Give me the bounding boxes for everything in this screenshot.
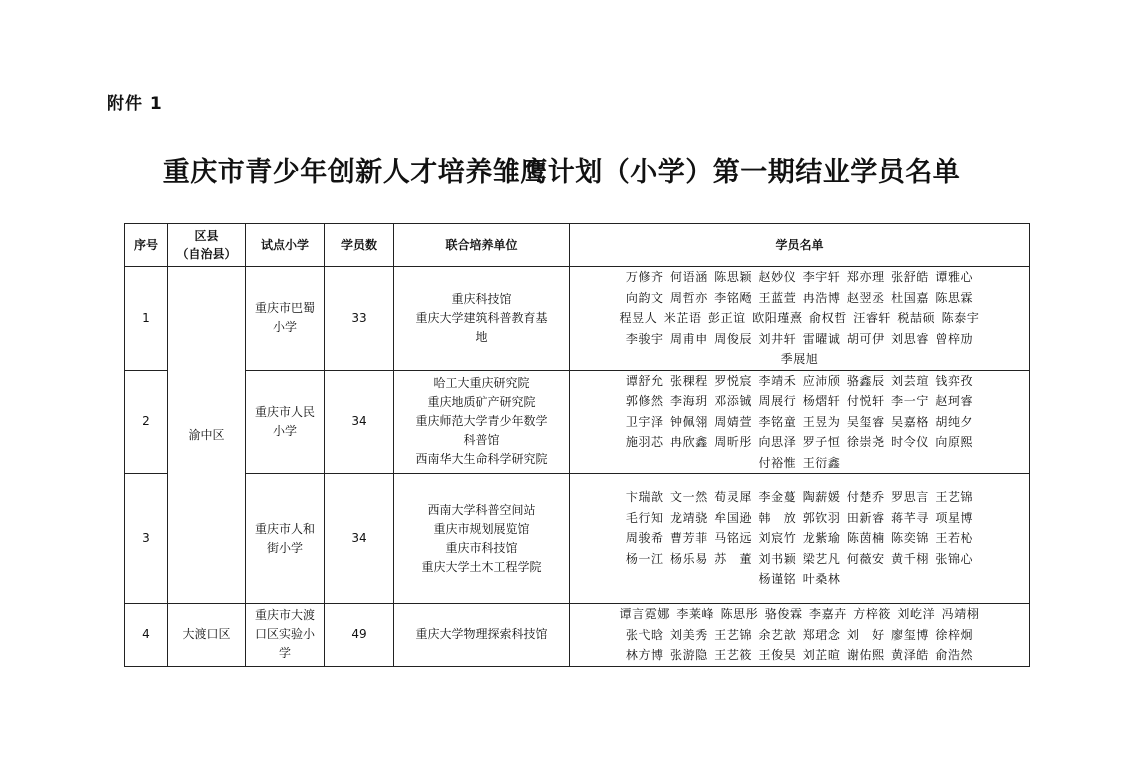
header-no: 序号 (125, 224, 168, 267)
names-line: 张弋晗 刘美秀 王艺锦 余艺歆 郑珺念 刘 好 廖玺博 徐梓炯 (625, 627, 974, 642)
unit-line: 科普馆 (463, 433, 500, 448)
names-line: 林方博 张游隐 王艺筱 王俊昊 刘芷暄 谢佑熙 黄泽皓 俞浩然 (625, 648, 974, 662)
unit-line: 重庆大学物理探索科技馆 (415, 627, 548, 642)
header-district-line2: （自治县） (176, 247, 237, 261)
names-line: 卞瑞歆 文一然 荀灵犀 李金蔓 陶薪媛 付楚乔 罗思言 王艺锦 (625, 490, 974, 505)
row-no: 4 (125, 604, 168, 667)
row-names (570, 370, 1030, 474)
row-district: 渝中区 (168, 267, 246, 604)
names-line: 杨谨铭 叶桑林 (758, 572, 841, 587)
names-line: 李骏宇 周甫申 周俊辰 刘井轩 雷曜诚 胡可伊 刘思睿 曾梓劢 (625, 331, 974, 346)
unit-line: 重庆大学土木工程学院 (421, 559, 542, 574)
unit-line: 重庆科技馆 (451, 291, 512, 306)
unit-line: 西南大学科普空间站 (427, 502, 536, 517)
header-district (168, 224, 246, 267)
names-line: 杨一江 杨乐易 苏 董 刘书颖 梁艺凡 何薇安 黄千栩 张锦心 (625, 551, 974, 566)
table-row (125, 370, 1030, 474)
school-line: 小学 (272, 423, 297, 438)
row-units (394, 474, 570, 604)
school-line: 学 (278, 646, 291, 661)
header-count: 学员数 (325, 224, 394, 267)
names-line: 向韵文 周哲亦 李铭飏 王蓝萱 冉浩博 赵翌丞 杜国嘉 陈思霖 (625, 290, 974, 305)
row-count: 34 (325, 474, 394, 604)
school-line: 重庆市大渡 (254, 608, 315, 623)
names-line: 万修齐 何语涵 陈思颖 赵妙仪 李宇轩 郑亦理 张舒皓 谭雅心 (625, 270, 974, 284)
row-school (246, 267, 325, 371)
school-line: 口区实验小 (254, 627, 315, 642)
unit-line: 重庆市规划展览馆 (433, 521, 530, 536)
row-school (246, 604, 325, 667)
unit-line: 地 (475, 329, 488, 344)
school-line: 街小学 (266, 540, 303, 555)
row-units (394, 604, 570, 667)
names-line: 郭修然 李海玥 邓添铖 周展行 杨熠轩 付悦轩 李一宁 赵珂睿 (625, 394, 974, 408)
row-names (570, 474, 1030, 604)
header-units: 联合培养单位 (394, 224, 570, 267)
names-line: 毛行知 龙靖骁 牟国逊 韩 放 郭钦羽 田新睿 蒋芊寻 项星博 (625, 510, 974, 525)
annex-label: 附件 1 (107, 94, 163, 114)
names-line: 周骏希 曹芳菲 马铭远 刘宸竹 龙紫瑜 陈茵楠 陈奕锦 王若杺 (625, 531, 974, 546)
names-line: 付裕惟 王衍鑫 (758, 455, 841, 470)
row-school (246, 474, 325, 604)
header-district-line1: 区县 (194, 229, 219, 243)
names-line: 季展旭 (780, 352, 819, 366)
unit-line: 重庆地质矿产研究院 (427, 395, 536, 410)
document-title: 重庆市青少年创新人才培养雏鹰计划（小学）第一期结业学员名单 (162, 157, 961, 188)
names-line: 谭言霓娜 李莱峰 陈思彤 骆俊霖 李嘉卉 方梓筱 刘屹洋 冯靖栩 (619, 607, 980, 621)
school-line: 重庆市人和 (254, 521, 315, 536)
school-line: 重庆市人民 (254, 404, 315, 419)
row-count: 49 (325, 604, 394, 667)
row-no: 2 (125, 370, 168, 474)
unit-line: 重庆市科技馆 (445, 540, 518, 555)
names-line: 卫宇泽 钟佩翎 周婧萱 李铭童 王昱为 吴玺睿 吴嘉格 胡纯夕 (625, 414, 974, 429)
graduate-list-table (124, 223, 1030, 667)
row-names (570, 604, 1030, 667)
table-row (125, 474, 1030, 604)
row-units (394, 267, 570, 371)
header-names: 学员名单 (570, 224, 1030, 267)
names-line: 程昱人 米芷语 彭正谊 欧阳瑾熹 俞权哲 汪睿轩 税喆硕 陈泰宇 (619, 311, 980, 325)
school-line: 重庆市巴蜀 (254, 301, 315, 316)
row-district: 大渡口区 (168, 604, 246, 667)
row-count: 33 (325, 267, 394, 371)
table-header-row (125, 224, 1030, 267)
row-names (570, 267, 1030, 371)
row-no: 1 (125, 267, 168, 371)
names-line: 谭舒允 张稞程 罗悦宸 李靖禾 应沛颀 骆鑫辰 刘芸瑄 钱弈孜 (625, 373, 974, 388)
school-line: 小学 (272, 320, 297, 335)
names-line: 施羽芯 冉欣鑫 周昕彤 向思泽 罗子恒 徐崇尧 时令仪 向原熙 (625, 435, 974, 449)
unit-line: 西南华大生命科学研究院 (415, 452, 548, 467)
unit-line: 重庆大学建筑科普教育基 (415, 310, 548, 325)
row-count: 34 (325, 370, 394, 474)
unit-line: 重庆师范大学青少年数学 (415, 414, 548, 429)
unit-line: 哈工大重庆研究院 (433, 376, 530, 391)
row-no: 3 (125, 474, 168, 604)
header-school: 试点小学 (246, 224, 325, 267)
row-units (394, 370, 570, 474)
table-row (125, 604, 1030, 667)
table-row (125, 267, 1030, 371)
row-school (246, 370, 325, 474)
